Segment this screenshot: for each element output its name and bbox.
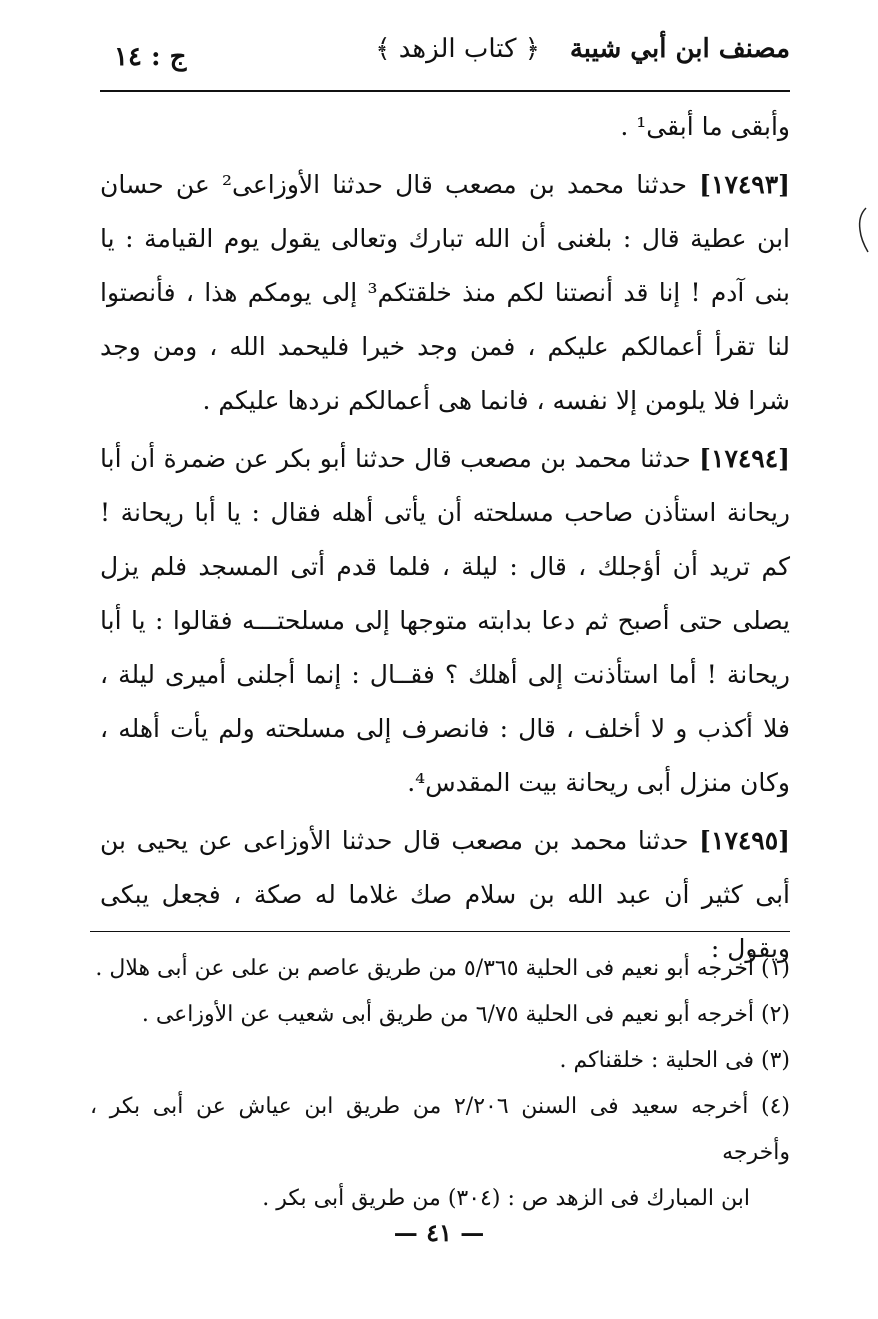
footnote-2 xyxy=(90,992,790,1038)
hadith-entry-17493 xyxy=(100,158,790,428)
footnote-text: ابن المبارك فى الزهد ص : (٣٠٤) من طريق أبى بكر . xyxy=(262,1186,750,1211)
margin-bracket-mark xyxy=(852,206,872,254)
footnotes xyxy=(90,946,790,1222)
footnote-4-continuation xyxy=(90,1176,790,1222)
footnote-text: أخرجه أبو نعيم فى الحلية ٥/٣٦٥ من طريق عاصم بن على عن أبى هلال . xyxy=(95,956,754,981)
footnote-label: (٣) xyxy=(760,1048,790,1073)
footnote-text: فى الحلية : خلقناكم . xyxy=(559,1048,754,1073)
footnote-label: (٤) xyxy=(760,1094,790,1119)
entry-text: حدثنا محمد بن مصعب قال حدثنا الأوزاعى عن يحيى بن أبى كثير أن عبد الله بن سلام صك غلاما له صكة ، فجعل يبكى ويقول : xyxy=(100,826,790,963)
footnote-label: (١) xyxy=(760,956,790,981)
main-text xyxy=(100,100,790,976)
volume-number: ج : ١٤ xyxy=(114,42,187,72)
entry-number: [١٧٤٩٤] xyxy=(699,444,790,473)
continuation-line: وأبقى ما أبقى¹ . xyxy=(620,112,790,141)
footnote-text: أخرجه أبو نعيم فى الحلية ٦/٧٥ من طريق أبى شعيب عن الأوزاعى . xyxy=(141,1002,754,1027)
book-title: مصنف ابن أبي شيبة xyxy=(569,34,790,64)
hadith-entry-17494 xyxy=(100,432,790,810)
chapter-title: ﴿ كتاب الزهد ﴾ xyxy=(375,34,540,64)
entry-number: [١٧٤٩٥] xyxy=(699,826,790,855)
running-header xyxy=(100,24,790,92)
footnote-separator xyxy=(90,931,790,932)
footnote-label: (٢) xyxy=(760,1002,790,1027)
entry-text: حدثنا محمد بن مصعب قال حدثنا الأوزاعى² عن حسان ابن عطية قال : بلغنى أن الله تبارك وتعالى يقول يوم القيامة : يا بنى آدم ! إنا قد أنصتنا لكم منذ خلقتكم³ إلى يومكم هذا ، فأنصتوا لنا تقرأ أعمالكم عليكم ، فمن وجد خيرا فليحمد الله ، ومن وجد شرا فلا يلومن إلا نفسه ، فانما هى أعمالكم نردها عليكم . xyxy=(100,170,790,415)
entry-number: [١٧٤٩٣] xyxy=(699,170,790,199)
footnote-text: أخرجه سعيد فى السنن ٢/٢٠٦ من طريق ابن عياش عن أبى بكر ، وأخرجه xyxy=(90,1094,790,1165)
page-number: — ٤١ — xyxy=(393,1218,485,1247)
entry-text: حدثنا محمد بن مصعب قال حدثنا أبو بكر عن ضمرة أن أبا ريحانة استأذن صاحب مسلحته أن يأتى أهله فقال : يا أبا ريحانة ! كم تريد أن أؤجلك ، قال : ليلة ، فلما قدم أتى المسجد فلم يزل يصلى حتى أصبح ثم دعا بدابته متوجها إلى مسلحتـــه فقالوا : يا أبا ريحانة ! أما استأذنت إلى أهلك ؟ فقــال : إنما أجلنى أميرى ليلة ، فلا أكذب و لا أخلف ، قال : فانصرف إلى مسلحته ولم يأت أهله ، وكان منزل أبى ريحانة بيت المقدس⁴. xyxy=(100,444,790,797)
footnote-1 xyxy=(90,946,790,992)
footnote-3 xyxy=(90,1038,790,1084)
footnote-4 xyxy=(90,1084,790,1176)
